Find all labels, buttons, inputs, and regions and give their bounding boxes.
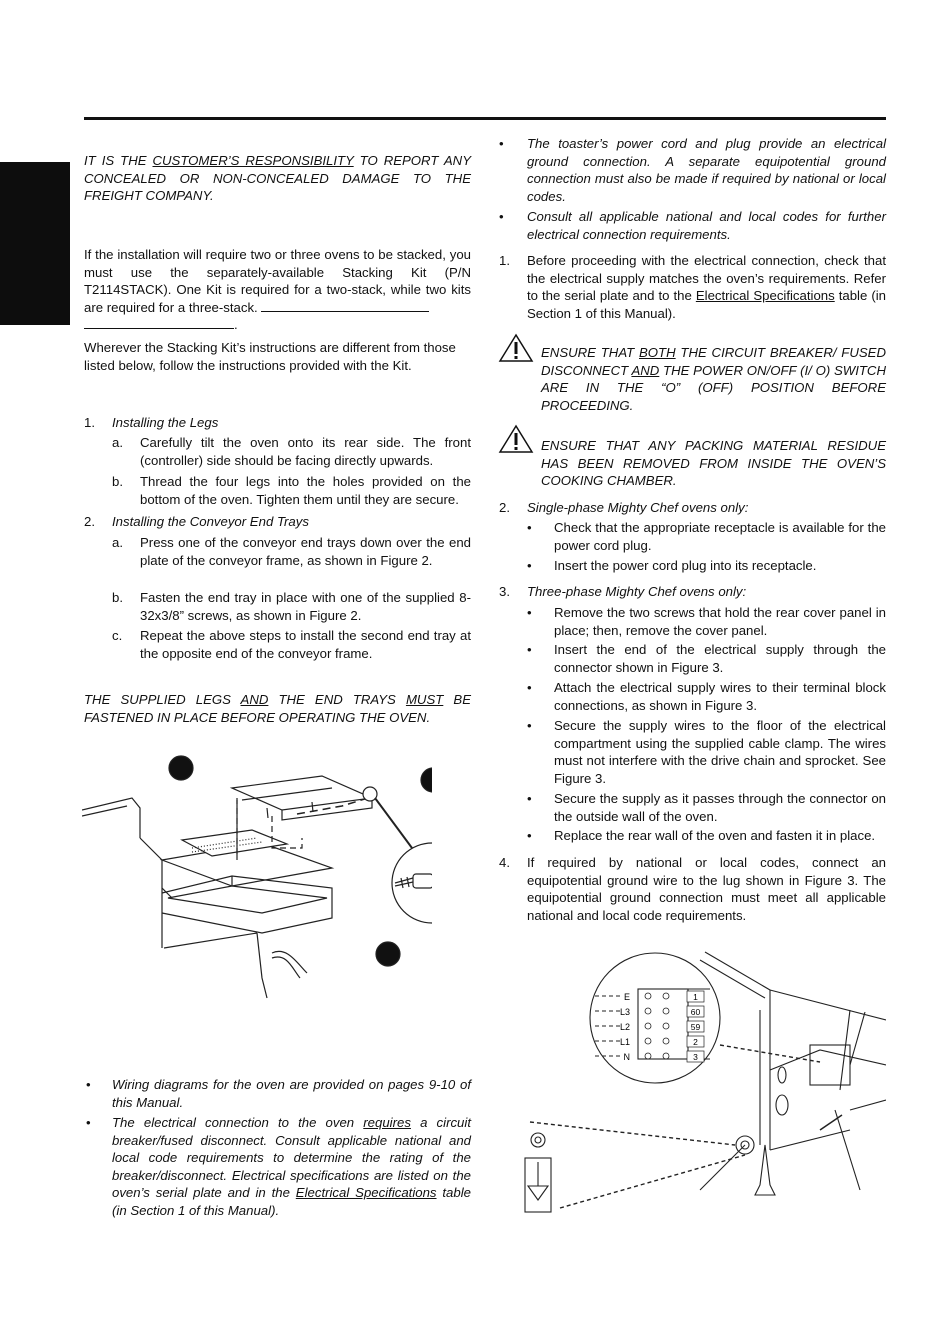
stacking-paragraph: [84, 246, 471, 334]
r3a-marker: •: [527, 605, 532, 620]
r2a-text: Check that the appropriate receptacle is available for the power cord plug.: [554, 520, 886, 553]
bullet-electrical-connection: [112, 1114, 471, 1219]
r2b-marker: •: [527, 558, 532, 573]
step-2a-text: Press one of the conveyor end trays down over the end plate of the conveyor frame, as shown in Figure 2.: [140, 535, 471, 568]
r-step-1-text: [527, 252, 886, 322]
r-step-3-number: 3.: [499, 584, 510, 599]
legs-warning-3: BE FASTENED IN PLACE BEFORE OPERATING THE OVEN.: [84, 692, 471, 725]
r3e-marker: •: [527, 791, 532, 806]
r3c-marker: •: [527, 680, 532, 695]
r3d-marker: •: [527, 718, 532, 733]
bullet-2-marker: •: [86, 1115, 91, 1130]
step-1-number: 1.: [84, 415, 95, 430]
language-tab: [0, 162, 70, 476]
r3f-text: Replace the rear wall of the oven and fasten it in place.: [554, 828, 876, 843]
r-step-2-number: 2.: [499, 500, 510, 515]
r3f-marker: •: [527, 828, 532, 843]
step-2-title: Installing the Conveyor End Trays: [112, 514, 309, 529]
r1-electrical-specifications-link[interactable]: Electrical Specifications: [695, 288, 835, 303]
top-rule: [84, 117, 886, 120]
damage-notice-post: TO REPORT ANY CONCEALED OR NON-CONCEALED DAMAGE TO THE FREIGHT COMPANY.: [84, 153, 472, 203]
b2-requires: requires: [363, 1115, 411, 1130]
electrical-specifications-link[interactable]: Electrical Specifications: [295, 1185, 437, 1200]
r-step-4-number: 4.: [499, 855, 510, 870]
consult-codes-note: Consult all applicable national and local codes for further electrical connection requirements.: [527, 209, 886, 242]
r3d-text: Secure the supply wires to the floor of the electrical compartment using the supplied cable clamp. The wires must not interfere with the drive chain and sprocket. See Figure 3.: [554, 718, 886, 786]
b2-text-3: table (in Section 1 of this Manual).: [112, 1185, 471, 1218]
wire-number: 60: [690, 1007, 701, 1017]
step-1b-marker: b.: [112, 474, 123, 489]
packing-residue-warning: ENSURE THAT ANY PACKING MATERIAL RESIDUE HAS BEEN REMOVED FROM INSIDE THE OVEN’S COOKING CHAMBER.: [541, 438, 886, 488]
wire-number: 59: [690, 1022, 701, 1032]
legs-warning: [84, 691, 471, 726]
legs-warning-1: THE SUPPLIED LEGS: [84, 692, 241, 707]
terminal-label: L1: [619, 1037, 630, 1047]
step-1a-marker: a.: [112, 435, 123, 450]
r1-text-2: table (in Section 1 of this Manual).: [527, 288, 886, 321]
stacking-end: .: [234, 317, 238, 332]
wire-number: 2: [693, 1037, 698, 1047]
step-1b-text: Thread the four legs into the holes provided on the bottom of the oven. Tighten them until they are secure.: [140, 474, 471, 507]
wire-number: 1: [693, 992, 698, 1002]
w1-and: AND: [631, 362, 660, 378]
power-cord-ground-note: The toaster’s power cord and plug provide an electrical ground connection. A separate equipotential ground connection must also be made if required by national or local codes.: [527, 136, 886, 204]
language-tab-label: ENGLISH: [20, 334, 51, 476]
w1-text-3: THE POWER ON/OFF (I/ O) SWITCH ARE IN THE “O” (OFF) POSITION BEFORE PROCEEDING.: [541, 362, 886, 413]
right-bullet-1-marker: •: [499, 136, 504, 151]
step-2b-text: Fasten the end tray in place with one of the supplied 8-32x3/8” screws, as shown in Figure 2.: [140, 590, 471, 623]
b2-text-1: The electrical connection to the oven: [112, 1115, 364, 1130]
step-2b-marker: b.: [112, 590, 123, 605]
figure-2-end-tray-diagram: [82, 748, 432, 1006]
r-step-4-text: If required by national or local codes, connect an equipotential ground wire to the lug shown in Figure 3. The equipotential ground connection must meet all applicable national and local code requirements.: [527, 855, 886, 923]
step-2a-marker: a.: [112, 535, 123, 550]
damage-notice-underlined: CUSTOMER’S RESPONSIBILITY: [152, 153, 354, 168]
legs-warning-must: MUST: [405, 692, 444, 707]
terminal-label: L2: [619, 1022, 630, 1032]
right-bullet-2-marker: •: [499, 209, 504, 224]
stacking-text: If the installation will require two or three ovens to be stacked, you must use the separately-available Stacking Kit (P/N T2114STACK). One Kit is required for a two-stack, while two kits are required for a three-stack.: [84, 247, 471, 315]
r3b-text: Insert the end of the electrical supply through the connector shown in Figure 3.: [554, 642, 886, 675]
w1-both: BOTH: [638, 345, 676, 360]
r-step-1-number: 1.: [499, 253, 510, 268]
figure-3-electrical-connection-diagram: [520, 950, 886, 1214]
warning-icon: [498, 333, 534, 363]
step-1-title: Installing the Legs: [112, 415, 219, 430]
bullet-wiring-diagrams: Wiring diagrams for the oven are provided on pages 9-10 of this Manual.: [112, 1077, 471, 1110]
step-2-number: 2.: [84, 514, 95, 529]
damage-notice: [84, 152, 471, 205]
damage-notice-pre: IT IS THE: [84, 153, 153, 168]
legs-warning-and: AND: [240, 692, 269, 707]
r-step-2-title: Single-phase Mighty Chef ovens only:: [527, 500, 749, 515]
r1-text-1: Before proceeding with the electrical connection, check that the electrical supply matches the oven’s requirements. Refer to the serial plate and to the: [527, 253, 886, 303]
r2b-text: Insert the power cord plug into its receptacle.: [554, 558, 817, 573]
w1-text-1: ENSURE THAT: [541, 345, 639, 360]
step-2c-marker: c.: [112, 628, 123, 643]
r3e-text: Secure the supply as it passes through the connector on the outside wall of the oven.: [554, 791, 886, 824]
w1-text-2: THE CIRCUIT BREAKER/ FUSED DISCONNECT: [541, 345, 886, 378]
r3b-marker: •: [527, 642, 532, 657]
b2-text-2: a circuit breaker/fused disconnect. Consult applicable national and local code requirements to determine the rating of the breaker/disconnect. Electrical specifications are listed on the oven’s serial plate and in the: [112, 1115, 471, 1200]
terminal-label: L3: [619, 1007, 630, 1017]
step-2c-text: Repeat the above steps to install the second end tray at the opposite end of the conveyor frame.: [140, 628, 471, 661]
breaker-off-warning: [541, 344, 886, 414]
r-step-3-title: Three-phase Mighty Chef ovens only:: [527, 584, 747, 599]
r3a-text: Remove the two screws that hold the rear cover panel in place; then, remove the cover panel.: [554, 605, 886, 638]
r3c-text: Attach the electrical supply wires to their terminal block connections, as shown in Figure 3.: [554, 680, 886, 713]
blank-rule: [261, 301, 429, 312]
legs-warning-2: THE END TRAYS: [268, 692, 406, 707]
blank-rule-2: [84, 318, 234, 329]
terminal-label: N: [623, 1052, 630, 1062]
wherever-paragraph: Wherever the Stacking Kit’s instructions are different from those listed below, follow the instructions provided with the Kit.: [84, 340, 456, 373]
terminal-label: E: [623, 992, 630, 1002]
bullet-1-marker: •: [86, 1077, 91, 1092]
wire-number: 3: [693, 1052, 698, 1062]
warning-icon: [498, 424, 534, 454]
r2a-marker: •: [527, 520, 532, 535]
step-1a-text: Carefully tilt the oven onto its rear side. The front (controller) side should be facing directly upwards.: [140, 435, 471, 468]
